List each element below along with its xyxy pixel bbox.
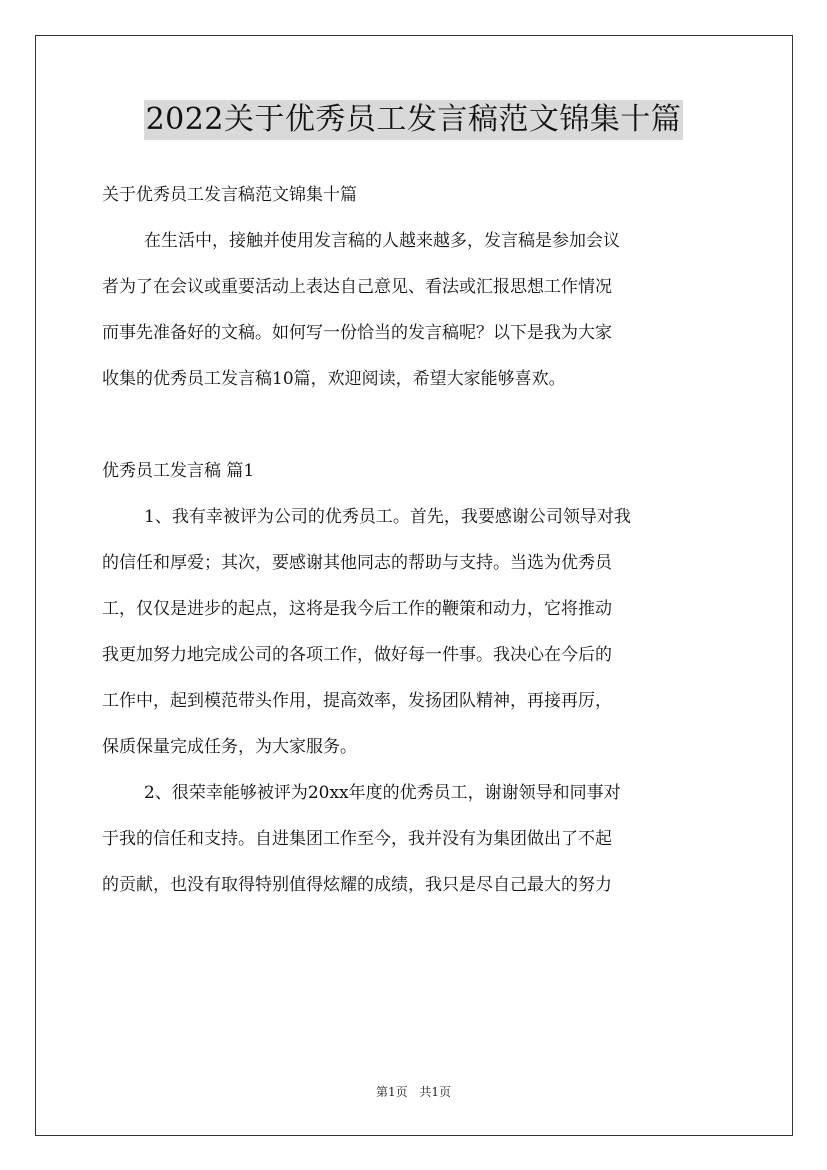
section-heading: 优秀员工发言稿 篇1 [102, 461, 255, 481]
document-body [102, 172, 730, 908]
intro-line: 在生活中，接触并使用发言稿的人越来越多，发言稿是参加会议 [144, 231, 620, 251]
para2-line: 的贡献，也没有取得特别值得炫耀的成绩，我只是尽自己最大的努力 [102, 875, 612, 895]
document-title: 2022关于优秀员工发言稿范文锦集十篇 [144, 100, 684, 140]
intro-line: 收集的优秀员工发言稿10篇，欢迎阅读，希望大家能够喜欢。 [102, 369, 566, 389]
para1-line: 工，仅仅是进步的起点，这将是我今后工作的鞭策和动力，它将推动 [102, 599, 612, 619]
paragraph-gap [102, 402, 730, 448]
para2-line: 于我的信任和支持。自进集团工作至今，我并没有为集团做出了不起 [102, 829, 612, 849]
page-total: 共1页 [419, 1085, 452, 1099]
para1-line: 我更加努力地完成公司的各项工作，做好每一件事。我决心在今后的 [102, 645, 612, 665]
page-number: 第1页 [375, 1085, 408, 1099]
para1-line: 1、我有幸被评为公司的优秀员工。首先，我要感谢公司领导对我 [144, 507, 631, 527]
para1-line: 保质保量完成任务，为大家服务。 [102, 737, 357, 757]
para1-line: 工作中，起到模范带头作用，提高效率，发扬团队精神，再接再厉， [102, 691, 612, 711]
page-footer [0, 1083, 827, 1100]
para1-line: 的信任和厚爱；其次，要感谢其他同志的帮助与支持。当选为优秀员 [102, 553, 612, 573]
intro-line: 而事先准备好的文稿。如何写一份恰当的发言稿呢？以下是我为大家 [102, 323, 612, 343]
intro-line: 者为了在会议或重要活动上表达自己意见、看法或汇报思想工作情况 [102, 277, 612, 297]
para2-line: 2、很荣幸能够被评为20xx年度的优秀员工，谢谢领导和同事对 [144, 783, 621, 803]
title-container [0, 100, 827, 140]
document-subtitle: 关于优秀员工发言稿范文锦集十篇 [102, 185, 357, 205]
